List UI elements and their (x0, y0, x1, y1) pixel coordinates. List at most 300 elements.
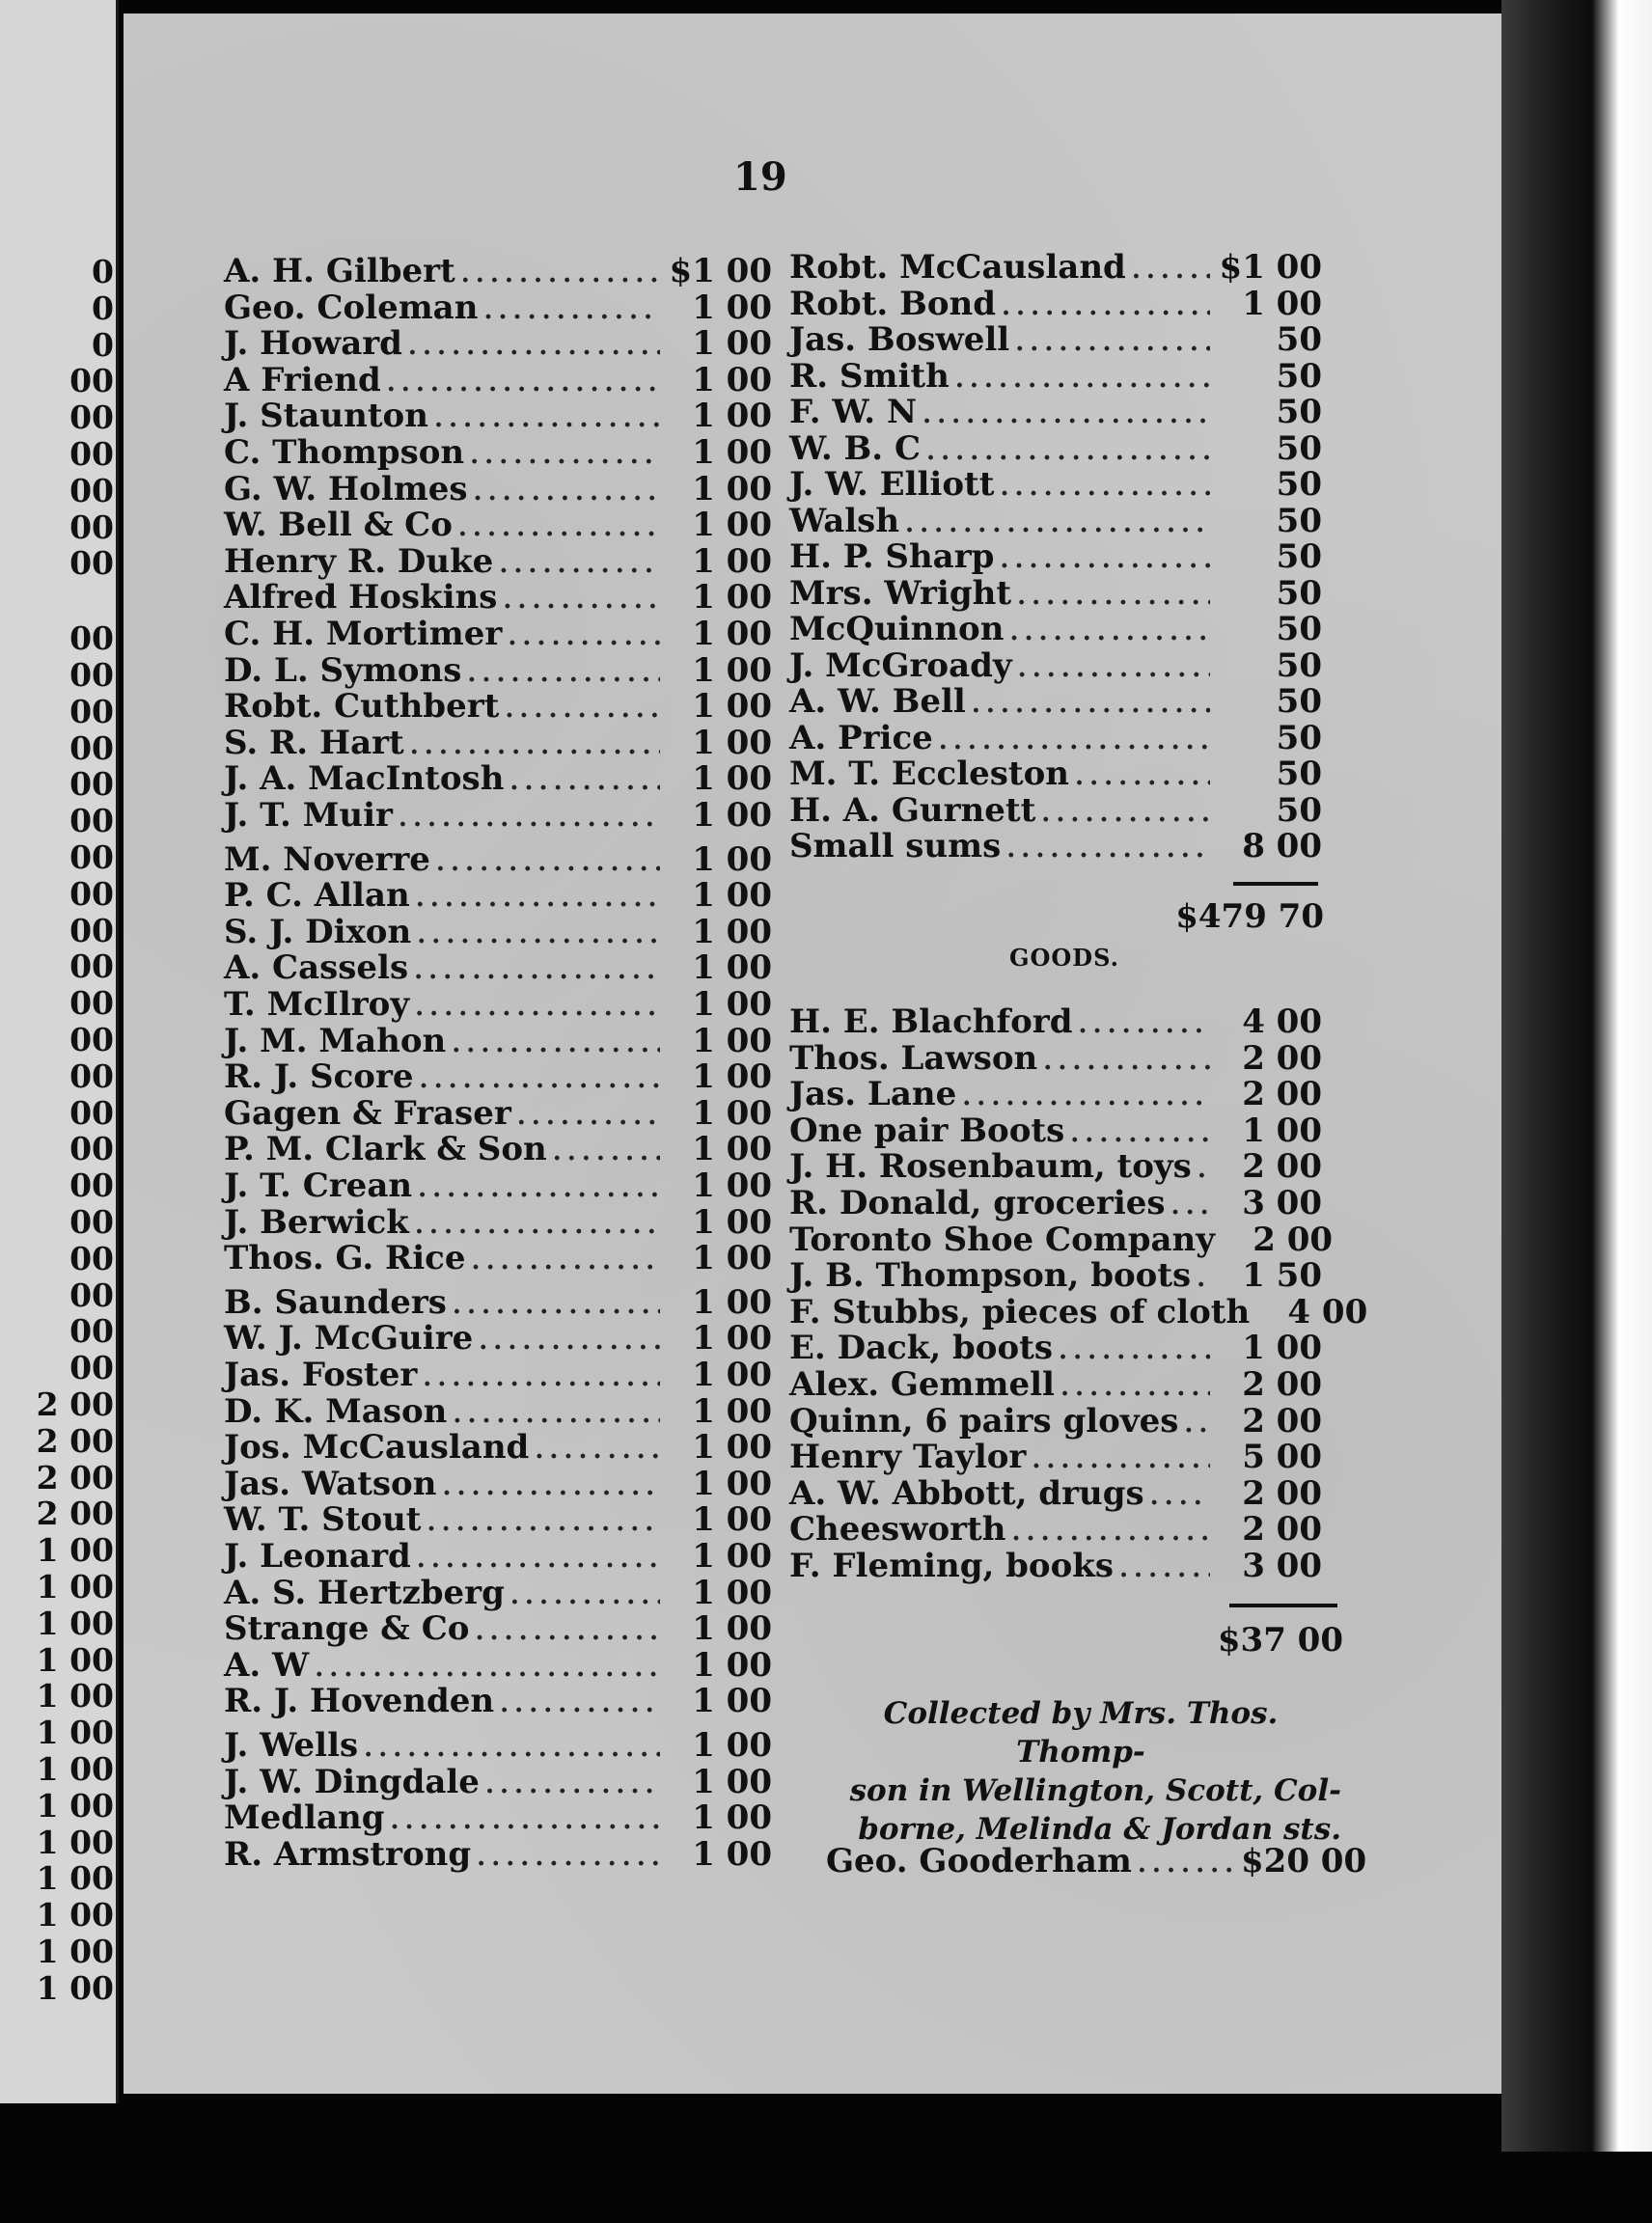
list-item (224, 1204, 772, 1241)
entry-name: Cheesworth (789, 1510, 1006, 1550)
list-item (789, 394, 1322, 430)
entry-amount: 1 00 (692, 1093, 772, 1133)
entry-name: J. H. Rosenbaum, toys (789, 1147, 1192, 1187)
facing-page-amount: 00 (69, 874, 114, 913)
list-item (789, 286, 1322, 322)
list-item (224, 1799, 772, 1836)
entry-amount: 1 00 (692, 324, 772, 364)
entry-amount: 1 00 (692, 1130, 772, 1169)
list-item (789, 1548, 1322, 1584)
entry-name: C. H. Mortimer (224, 615, 503, 653)
leader-dots (1138, 1846, 1235, 1882)
entry-amount: 2 00 (1242, 1401, 1322, 1441)
entry-name: Thos. Lawson (789, 1038, 1038, 1078)
entry-name: McQuinnon (789, 610, 1005, 648)
entry-name: Robt. McCausland (789, 248, 1126, 287)
entry-name: Jas. Foster (224, 1356, 418, 1394)
list-item (224, 471, 772, 508)
facing-page-amount: 2 00 (36, 1458, 114, 1496)
list-item (789, 538, 1322, 575)
leader-dots (390, 1802, 660, 1839)
collected-note-line: son in Wellington, Scott, Col- (849, 1773, 1341, 1808)
leader-dots (1132, 252, 1210, 288)
leader-dots (470, 437, 660, 474)
list-item (789, 1366, 1322, 1403)
leader-dots (479, 1323, 660, 1359)
list-item (224, 797, 772, 834)
facing-page-amount: 00 (69, 471, 114, 509)
entry-amount: 50 (1276, 356, 1322, 396)
leader-dots (1000, 469, 1210, 506)
entry-amount: 2 00 (1242, 1365, 1322, 1404)
list-item (224, 877, 772, 914)
leader-dots (483, 292, 660, 329)
facing-page-amount: 00 (69, 362, 114, 400)
entry-name: Alex. Gemmell (789, 1365, 1055, 1404)
entry-amount: 1 00 (692, 615, 772, 653)
list-item (789, 321, 1322, 358)
entry-name: J. Howard (224, 324, 402, 364)
list-item (789, 720, 1322, 756)
entry-amount: 1 00 (692, 948, 772, 988)
entry-name: B. Saunders (224, 1282, 447, 1322)
leader-dots (453, 1287, 660, 1324)
leader-dots (485, 1767, 660, 1803)
leader-dots (315, 1650, 660, 1687)
entry-name: J. W. Dingdale (224, 1762, 480, 1801)
entry-name: S. J. Dixon (224, 912, 412, 951)
facing-page-amount: 00 (69, 984, 114, 1023)
list-item (789, 828, 1322, 864)
entry-amount: 1 00 (692, 1682, 772, 1721)
entry-name: Strange & Co (224, 1609, 470, 1649)
facing-page-amount: 2 00 (36, 1386, 114, 1423)
entry-amount: 2 00 (1242, 1075, 1322, 1114)
leader-dots (453, 1396, 660, 1433)
leader-dots (955, 361, 1210, 398)
entry-amount: 1 00 (1242, 1111, 1322, 1150)
facing-page-amount: 00 (69, 1093, 114, 1132)
entry-amount: 50 (1276, 755, 1322, 793)
entry-name: J. Leonard (224, 1537, 411, 1576)
leader-dots (505, 691, 660, 727)
list-item (789, 575, 1322, 612)
entry-name: A. Price (789, 718, 933, 757)
entry-name: J. Wells (224, 1726, 359, 1765)
leader-dots (905, 506, 1210, 542)
list-item (224, 1727, 772, 1764)
entry-name: Thos. G. Rice (224, 1239, 466, 1278)
entry-name: S. R. Hart (224, 723, 404, 762)
entry-name: Mrs. Wright (789, 573, 1012, 613)
list-item (789, 249, 1322, 286)
list-item (224, 1058, 772, 1095)
list-item (789, 1076, 1322, 1112)
list-item (224, 1357, 772, 1393)
entry-amount: 1 00 (692, 1573, 772, 1612)
entry-amount: 50 (1276, 790, 1322, 830)
leader-dots (1070, 1115, 1210, 1152)
leader-dots (467, 655, 660, 692)
entry-name: A Friend (224, 360, 381, 399)
entry-amount: 1 00 (692, 1391, 772, 1431)
entry-name: F. Stubbs, pieces of cloth (789, 1292, 1251, 1331)
entry-name: J. B. Thompson, boots (789, 1256, 1192, 1296)
entry-name: E. Dack, boots (789, 1329, 1054, 1368)
book-spine (1501, 0, 1652, 2152)
list-item (789, 1040, 1322, 1077)
list-item (789, 1475, 1322, 1512)
entry-amount: 1 00 (692, 1319, 772, 1358)
leader-dots (415, 989, 660, 1026)
facing-page-amount: 00 (69, 911, 114, 949)
leader-dots (1002, 288, 1210, 325)
entry-amount: 1 00 (692, 687, 772, 727)
facing-page-amount: 00 (69, 1276, 114, 1314)
entry-name: D. L. Symons (224, 650, 462, 690)
entry-name: J. A. MacIntosh (224, 759, 505, 799)
facing-page-amount: 00 (69, 1239, 114, 1277)
entry-amount: 1 50 (1242, 1256, 1322, 1296)
facing-page-amount: 1 00 (36, 1568, 114, 1606)
list-item (789, 755, 1322, 792)
entry-name: A. W. Abbott, drugs (789, 1473, 1144, 1513)
leader-dots (452, 1026, 660, 1062)
list-item (224, 1023, 772, 1059)
entry-amount: 1 00 (692, 1834, 772, 1874)
leader-dots (1011, 1514, 1210, 1551)
list-item (224, 1575, 772, 1611)
list-item (224, 1501, 772, 1538)
list-item (224, 949, 772, 986)
entry-amount: 50 (1276, 501, 1322, 540)
list-item (789, 1439, 1322, 1475)
list-item (789, 466, 1322, 503)
leader-dots (427, 1504, 660, 1541)
leader-dots (364, 1730, 660, 1767)
leader-dots (416, 880, 660, 917)
entry-name: Medlang (224, 1798, 385, 1838)
entry-name: A. Cassels (224, 948, 409, 988)
leader-dots (387, 365, 660, 401)
leader-dots (415, 1207, 660, 1244)
collected-note-line: Collected by Mrs. Thos. Thomp- (883, 1696, 1279, 1770)
entry-name: W. Bell & Co (224, 506, 453, 545)
entry-name: R. Armstrong (224, 1834, 472, 1874)
facing-page-amount: 00 (69, 1130, 114, 1168)
entry-amount: 1 00 (692, 1428, 772, 1468)
entry-amount: 50 (1276, 682, 1322, 721)
leader-dots (926, 433, 1210, 470)
list-item (224, 398, 772, 434)
facing-page-amount: 00 (69, 947, 114, 986)
facing-page-amount: 1 00 (36, 1604, 114, 1642)
facing-page-amount: 00 (69, 1166, 114, 1205)
list-item (789, 792, 1322, 829)
list-item (789, 1292, 1368, 1331)
facing-page-amount: 1 00 (36, 1933, 114, 1970)
cash-total: $479 70 (1175, 897, 1324, 936)
leader-dots (517, 1098, 660, 1135)
list-item (789, 1148, 1322, 1185)
leader-dots (1000, 541, 1210, 578)
list-item (789, 430, 1322, 467)
list-item (224, 1538, 772, 1575)
list-item (224, 1240, 772, 1276)
list-item (224, 362, 772, 398)
facing-page-amount: 00 (69, 802, 114, 840)
entry-amount: 50 (1276, 610, 1322, 648)
leader-dots (508, 618, 660, 655)
leader-dots (1043, 1043, 1210, 1080)
entry-name: Small sums (789, 827, 1002, 865)
list-item (224, 914, 772, 950)
entry-name: Toronto Shoe Company (789, 1220, 1216, 1259)
entry-name: H. A. Gurnett (789, 790, 1036, 830)
entry-name: Quinn, 6 pairs gloves (789, 1401, 1179, 1441)
entry-amount: 1 00 (692, 1500, 772, 1540)
entry-name: Jas. Lane (789, 1075, 957, 1114)
list-item (789, 611, 1322, 647)
goods-total: $37 00 (1217, 1621, 1343, 1660)
entry-name: A. W. Bell (789, 682, 966, 721)
entry-amount: 5 00 (1242, 1438, 1322, 1477)
leader-dots (420, 1061, 660, 1098)
entry-name: R. Donald, groceries (789, 1184, 1166, 1222)
leader-dots (972, 686, 1210, 723)
entry-amount: 1 00 (692, 1356, 772, 1394)
entry-amount: 1 00 (692, 759, 772, 799)
entry-amount: 50 (1276, 320, 1322, 359)
entry-amount: 1 00 (692, 1762, 772, 1801)
facing-page-amount: 00 (69, 1021, 114, 1058)
list-item (224, 289, 772, 326)
entry-name: H. P. Sharp (789, 537, 995, 576)
entry-amount: 1 00 (692, 578, 772, 618)
facing-page-amount: 00 (69, 656, 114, 694)
facing-page-amount: 00 (69, 838, 114, 876)
entry-amount: $20 00 (1241, 1842, 1367, 1880)
facing-page-amount: 2 00 (36, 1421, 114, 1460)
list-item (224, 616, 772, 652)
leader-dots (510, 1578, 660, 1614)
entry-name: One pair Boots (789, 1111, 1065, 1150)
entry-name: M. T. Eccleston (789, 755, 1070, 793)
facing-page-amount: 00 (69, 398, 114, 437)
entry-amount: 1 00 (692, 796, 772, 835)
entry-amount: 1 00 (1242, 284, 1322, 323)
leader-dots (1015, 324, 1210, 361)
leader-dots (500, 1686, 660, 1722)
list-item (224, 543, 772, 580)
list-item (789, 647, 1322, 684)
entry-name: R. Smith (789, 356, 950, 396)
list-item (224, 325, 772, 362)
list-item (224, 1429, 772, 1466)
entry-amount: 1 00 (692, 506, 772, 545)
entry-amount: 4 00 (1242, 1002, 1322, 1041)
entry-amount: 2 00 (1242, 1038, 1322, 1078)
leader-dots (535, 1432, 660, 1468)
list-item (789, 1112, 1322, 1149)
entry-name: P. C. Allan (224, 876, 410, 916)
entry-name: T. McIlroy (224, 985, 410, 1024)
facing-page-amount: 1 00 (36, 1896, 114, 1935)
facing-page-amount: 00 (69, 765, 114, 804)
entry-amount: 1 00 (692, 1726, 772, 1765)
list-item (224, 1167, 772, 1204)
entry-name: J. M. Mahon (224, 1021, 447, 1060)
list-item (224, 760, 772, 797)
leader-dots (499, 546, 660, 583)
entry-amount: 50 (1276, 465, 1322, 504)
list-item (224, 1320, 772, 1357)
list-item (789, 1220, 1334, 1259)
facing-page-amount: 1 00 (36, 1531, 114, 1570)
facing-page-amount: 00 (69, 544, 114, 583)
entry-name: Henry R. Duke (224, 541, 494, 581)
facing-page-amount: 1 00 (36, 1823, 114, 1861)
list-item (789, 1330, 1322, 1366)
entry-amount: 2 00 (1253, 1220, 1334, 1259)
entry-amount: 1 00 (692, 1021, 772, 1060)
facing-page-edge (0, 0, 119, 2103)
leader-dots (461, 256, 660, 292)
list-item (224, 652, 772, 689)
entry-amount: 3 00 (1242, 1547, 1322, 1585)
leader-dots (408, 328, 660, 365)
leader-dots (442, 1468, 660, 1505)
entry-amount: 50 (1276, 393, 1322, 431)
leader-dots (1059, 1332, 1210, 1369)
facing-page-amount: 00 (69, 728, 114, 767)
entry-amount: 50 (1276, 718, 1322, 757)
entry-amount: 1 00 (692, 1609, 772, 1649)
entry-name: M. Noverre (224, 839, 430, 879)
facing-page-amount: 1 00 (36, 1968, 114, 2007)
entry-amount: 1 00 (692, 1798, 772, 1838)
entry-name: F. W. N (789, 393, 918, 431)
entry-name: R. J. Hovenden (224, 1682, 495, 1721)
leader-dots (477, 1839, 660, 1876)
entry-amount: 1 00 (692, 1645, 772, 1685)
leader-dots (434, 400, 660, 437)
leader-dots (1075, 758, 1210, 795)
list-item (789, 358, 1322, 395)
list-item (789, 1403, 1322, 1440)
entry-name: Geo. Gooderham (826, 1842, 1132, 1880)
entry-amount: 2 00 (1242, 1473, 1322, 1513)
entry-name: J. McGroady (789, 645, 1012, 685)
entry-name: A. H. Gilbert (224, 252, 455, 290)
entry-amount: 1 00 (692, 469, 772, 508)
entry-amount: 1 00 (692, 360, 772, 399)
entry-name: A. S. Hertzberg (224, 1573, 505, 1612)
entry-name: Henry Taylor (789, 1438, 1027, 1477)
entry-name: Robt. Cuthbert (224, 687, 500, 727)
leader-dots (474, 474, 660, 510)
leader-dots (417, 917, 660, 953)
facing-page-amount: 0 (92, 325, 114, 364)
leader-dots (1041, 795, 1210, 832)
entry-amount: 1 00 (692, 1166, 772, 1205)
list-item (789, 1003, 1322, 1040)
list-item (224, 1764, 772, 1800)
facing-page-amount: 00 (69, 1203, 114, 1241)
entry-amount: 50 (1276, 537, 1322, 576)
entry-name: R. J. Score (224, 1057, 414, 1097)
list-item (224, 1466, 772, 1502)
entry-name: J. T. Muir (224, 796, 393, 835)
facing-page-amount: 00 (69, 435, 114, 473)
leader-dots (458, 509, 660, 546)
facing-page-amount: 00 (69, 619, 114, 658)
entry-amount: $1 00 (1219, 248, 1322, 287)
leader-dots (410, 727, 660, 764)
collected-note-line: borne, Melinda & Jordan sts. (858, 1812, 1341, 1847)
entry-amount: 1 00 (692, 912, 772, 951)
entry-amount: 50 (1276, 645, 1322, 685)
entry-name: P. M. Clark & Son (224, 1130, 547, 1169)
list-item (224, 507, 772, 543)
list-item (224, 1647, 772, 1684)
list-item (224, 1095, 772, 1132)
leader-dots (1078, 1006, 1210, 1043)
entry-amount: 50 (1276, 573, 1322, 613)
entry-amount: 1 00 (692, 288, 772, 327)
entry-amount: 2 00 (1242, 1147, 1322, 1187)
final-entry (826, 1842, 1367, 1880)
leader-dots (503, 582, 660, 618)
list-item (224, 986, 772, 1023)
leader-dots (1119, 1551, 1210, 1587)
list-item (224, 434, 772, 471)
entry-name: D. K. Mason (224, 1391, 448, 1431)
facing-page-amount: 00 (69, 692, 114, 730)
facing-page-amount: 1 00 (36, 1640, 114, 1679)
entry-name: Jos. McCausland (224, 1428, 530, 1468)
list-item (224, 1610, 772, 1647)
leader-dots (414, 952, 660, 989)
leader-dots (475, 1613, 660, 1650)
leader-dots (1150, 1478, 1210, 1515)
entry-amount: 1 00 (692, 985, 772, 1024)
entry-name: Jas. Watson (224, 1464, 437, 1503)
leader-dots (509, 763, 660, 800)
entry-amount: 50 (1276, 428, 1322, 468)
leader-dots (939, 723, 1210, 759)
list-item (789, 1511, 1322, 1548)
entry-name: Robt. Bond (789, 284, 996, 323)
entry-amount: 3 00 (1242, 1184, 1322, 1222)
list-item (224, 1131, 772, 1167)
goods-heading: GOODS. (1009, 944, 1119, 972)
entry-name: W. B. C (789, 428, 922, 468)
entry-name: Walsh (789, 501, 900, 540)
entry-amount: 1 00 (692, 876, 772, 916)
leader-dots (922, 397, 1210, 433)
leader-dots (399, 800, 660, 837)
leader-dots (1197, 1260, 1210, 1297)
list-item (224, 1393, 772, 1430)
entry-amount: 1 00 (692, 397, 772, 436)
leader-dots (1006, 831, 1210, 867)
entry-amount: 1 00 (692, 1537, 772, 1576)
entry-name: J. Berwick (224, 1202, 409, 1242)
leader-dots (1171, 1188, 1210, 1224)
entry-name: F. Fleming, books (789, 1547, 1114, 1585)
leader-dots (1018, 650, 1210, 687)
